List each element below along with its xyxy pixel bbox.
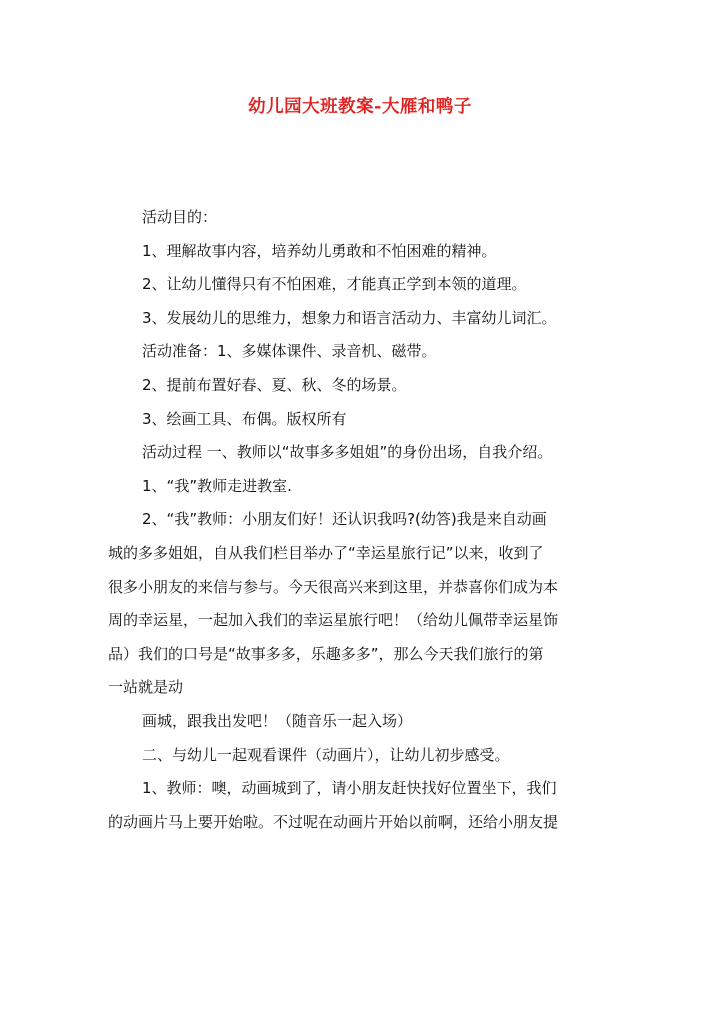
paragraph-line: 1、“我”教师走进教室. xyxy=(142,476,292,495)
paragraph-line: 周的幸运星，一起加入我们的幸运星旅行吧！（给幼儿佩带幸运星饰 xyxy=(108,611,559,630)
paragraph-line: 城的多多姐姐，自从我们栏目举办了“幸运星旅行记”以来，收到了 xyxy=(108,543,544,562)
paragraph-line: 二、与幼儿一起观看课件（动画片），让幼儿初步感受。 xyxy=(142,745,510,764)
paragraph-line: 活动过程 一、教师以“故事多多姐姐”的身份出场，自我介绍。 xyxy=(142,443,553,462)
paragraph-line: 画城，跟我出发吧！（随音乐一起入场） xyxy=(142,711,413,730)
paragraph-line: 活动目的： xyxy=(142,208,218,226)
paragraph-line: 2、让幼儿懂得只有不怕困难，才能真正学到本领的道理。 xyxy=(142,275,527,294)
paragraph-line: 3、发展幼儿的思维力，想象力和语言活动力、丰富幼儿词汇。 xyxy=(142,308,557,327)
paragraph-line: 3、绘画工具、布偶。版权所有 xyxy=(142,409,347,428)
document-body xyxy=(108,201,613,839)
paragraph-line: 的动画片马上要开始啦。不过呢在动画片开始以前啊，还给小朋友提 xyxy=(108,812,559,831)
paragraph-line: 1、教师：噢，动画城到了，请小朋友赶快找好位置坐下，我们 xyxy=(142,779,557,798)
paragraph-line: 活动准备：1、多媒体课件、录音机、磁带。 xyxy=(142,342,437,361)
paragraph-line: 品）我们的口号是“故事多多，乐趣多多”，那么今天我们旅行的第 xyxy=(108,644,544,663)
paragraph-line: 1、理解故事内容，培养幼儿勇敢和不怕困难的精神。 xyxy=(142,241,497,260)
paragraph-line: 2、提前布置好春、夏、秋、冬的场景。 xyxy=(142,375,407,394)
paragraph-line: 2、“我”教师：小朋友们好！还认识我吗?(幼答)我是来自动画 xyxy=(142,510,547,529)
paragraph-line: 一站就是动 xyxy=(108,678,184,697)
paragraph-line: 很多小朋友的来信与参与。今天很高兴来到这里，并恭喜你们成为本 xyxy=(108,577,559,596)
document-title: 幼儿园大班教案-大雁和鸭子 xyxy=(248,97,472,117)
